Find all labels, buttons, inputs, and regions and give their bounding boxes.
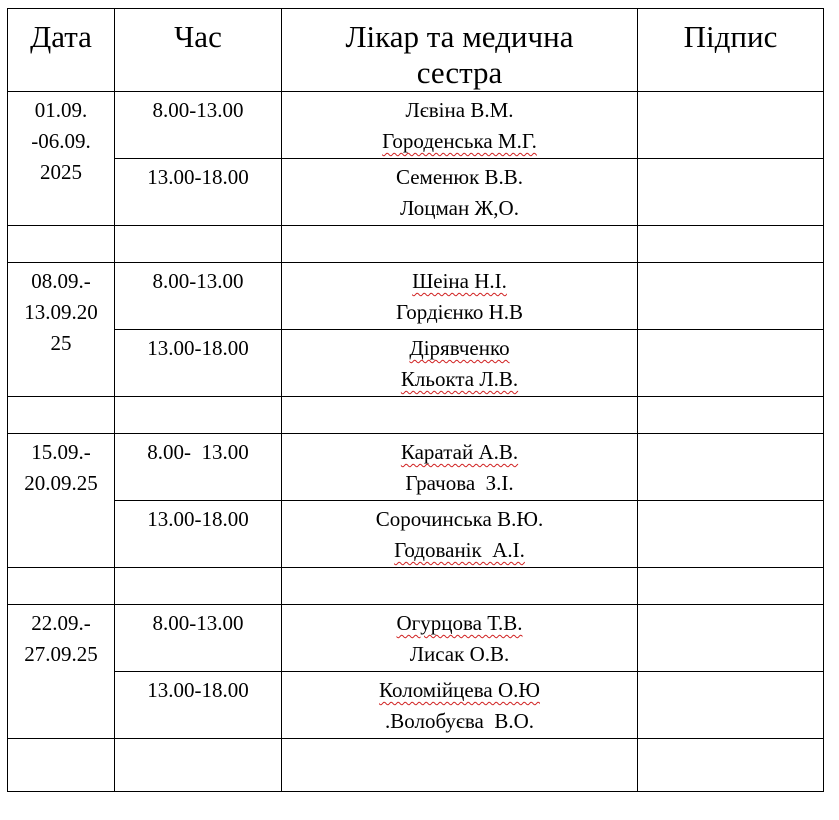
empty-cell	[638, 226, 824, 263]
date-line: 15.09.-	[31, 440, 91, 464]
date-line: 20.09.25	[24, 471, 98, 495]
doctor-name	[282, 437, 637, 468]
doctor-name: Сорочинська В.Ю.	[375, 507, 544, 531]
date-line: 27.09.25	[24, 642, 98, 666]
date-range-cell	[8, 263, 115, 397]
header-doctor-line1: Лікар та медична	[345, 19, 574, 54]
time-cell: 13.00-18.00	[115, 159, 282, 226]
header-signature: Підпис	[638, 9, 824, 92]
doctor-name-text: Коломійцева О.Ю	[379, 678, 540, 702]
staff-cell	[282, 672, 638, 739]
nurse-name: Лисак О.В.	[409, 642, 510, 666]
header-date: Дата	[8, 9, 115, 92]
empty-cell	[282, 397, 638, 434]
doctor-name	[282, 608, 637, 639]
staff-cell	[282, 501, 638, 568]
date-range-cell	[8, 605, 115, 739]
empty-cell	[8, 397, 115, 434]
time-cell: 8.00- 13.00	[115, 434, 282, 501]
nurse-name: Гордієнко Н.В	[395, 300, 524, 324]
signature-cell	[638, 434, 824, 501]
staff-cell	[282, 263, 638, 330]
duty-schedule-table	[7, 8, 824, 792]
empty-cell	[282, 568, 638, 605]
nurse-name: .Волобуєва В.О.	[385, 709, 534, 733]
empty-cell	[115, 739, 282, 792]
time-cell: 8.00-13.00	[115, 605, 282, 672]
signature-cell	[638, 92, 824, 159]
date-line: -06.09.	[31, 129, 91, 153]
table-row	[8, 330, 824, 397]
empty-cell	[8, 568, 115, 605]
staff-cell	[282, 159, 638, 226]
table-row	[8, 434, 824, 501]
nurse-name	[282, 126, 637, 157]
staff-cell	[282, 92, 638, 159]
date-line: 01.09.	[34, 98, 88, 122]
header-doctor-nurse	[282, 9, 638, 92]
date-range-cell	[8, 434, 115, 568]
time-cell: 8.00-13.00	[115, 263, 282, 330]
nurse-name-text: Годованік А.І.	[394, 538, 525, 562]
staff-cell	[282, 330, 638, 397]
time-cell: 13.00-18.00	[115, 330, 282, 397]
date-line: 22.09.-	[31, 611, 91, 635]
signature-cell	[638, 605, 824, 672]
date-line: 25	[50, 331, 72, 355]
table-row	[8, 672, 824, 739]
staff-cell	[282, 434, 638, 501]
header-doctor-line2: сестра	[416, 55, 503, 90]
doctor-name-text: Шеіна Н.І.	[412, 269, 507, 293]
date-line: 2025	[40, 160, 82, 184]
signature-cell	[638, 672, 824, 739]
doctor-name	[282, 675, 637, 706]
empty-cell	[115, 568, 282, 605]
time-cell: 8.00-13.00	[115, 92, 282, 159]
signature-cell	[638, 263, 824, 330]
empty-cell	[115, 226, 282, 263]
header-row	[8, 9, 824, 92]
header-time: Час	[115, 9, 282, 92]
signature-cell	[638, 501, 824, 568]
empty-cell	[638, 568, 824, 605]
nurse-name-text: Кльокта Л.В.	[400, 367, 519, 391]
empty-cell	[8, 226, 115, 263]
time-cell: 13.00-18.00	[115, 672, 282, 739]
table-row	[8, 263, 824, 330]
staff-cell	[282, 605, 638, 672]
date-range-cell	[8, 92, 115, 226]
empty-cell	[115, 397, 282, 434]
empty-cell	[638, 739, 824, 792]
spacer-row	[8, 739, 824, 792]
date-line: 08.09.-	[31, 269, 91, 293]
date-line: 13.09.20	[24, 300, 98, 324]
doctor-name-text: Огурцова Т.В.	[396, 611, 523, 635]
nurse-name: Лоцман Ж,О.	[400, 196, 519, 220]
spacer-row	[8, 397, 824, 434]
doctor-name	[282, 333, 637, 364]
doctor-name-text: Каратай А.В.	[400, 440, 519, 464]
doctor-name	[282, 266, 637, 297]
empty-cell	[282, 226, 638, 263]
doctor-name-text: Дірявченко	[409, 336, 510, 360]
doctor-name: Лєвіна В.М.	[405, 98, 514, 122]
table-row	[8, 605, 824, 672]
empty-cell	[638, 397, 824, 434]
table-row	[8, 92, 824, 159]
empty-cell	[282, 739, 638, 792]
table-row	[8, 501, 824, 568]
spacer-row	[8, 568, 824, 605]
nurse-name-text: Городенська М.Г.	[382, 129, 537, 153]
doctor-name: Семенюк В.В.	[395, 165, 524, 189]
empty-cell	[8, 739, 115, 792]
nurse-name: Грачова З.І.	[405, 471, 514, 495]
nurse-name	[282, 364, 637, 395]
time-cell: 13.00-18.00	[115, 501, 282, 568]
table-row	[8, 159, 824, 226]
nurse-name	[282, 535, 637, 566]
signature-cell	[638, 330, 824, 397]
signature-cell	[638, 159, 824, 226]
spacer-row	[8, 226, 824, 263]
